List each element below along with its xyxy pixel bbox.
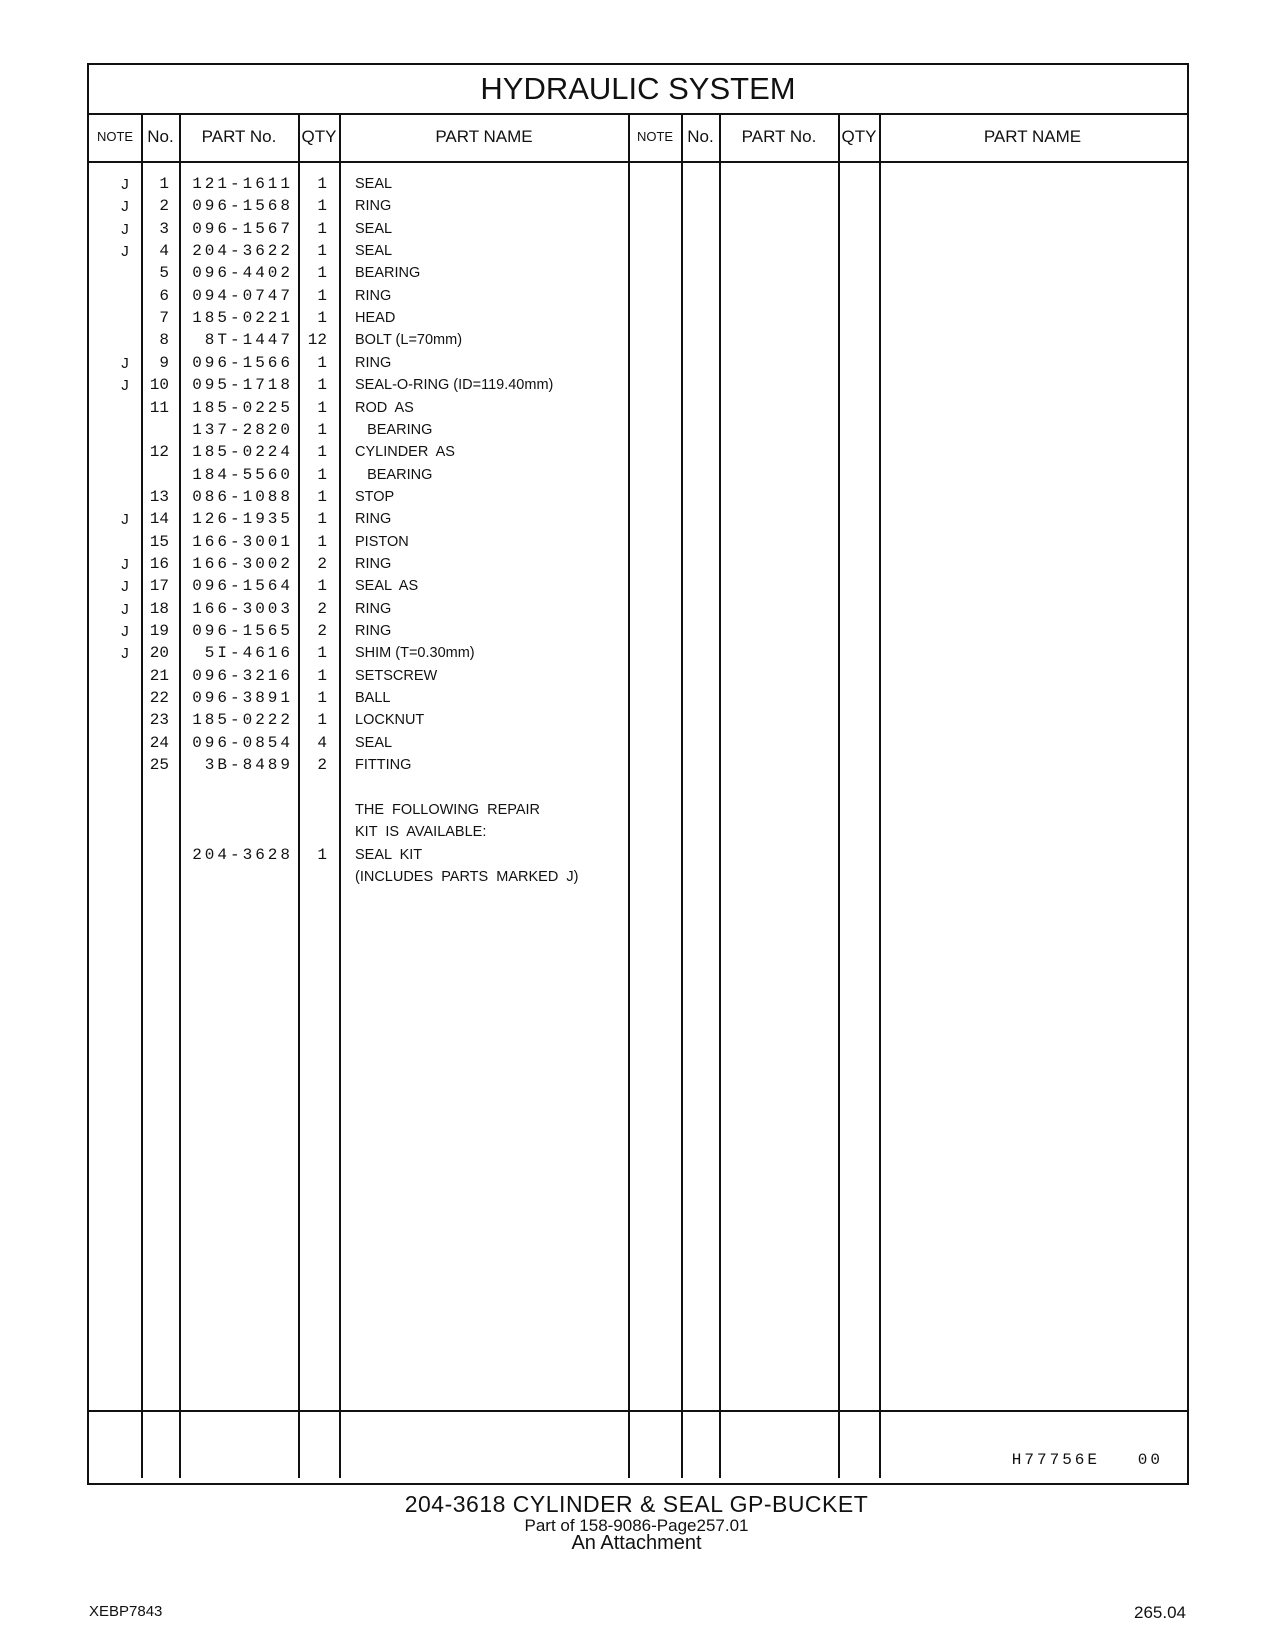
part-name-cell: BALL (355, 690, 391, 707)
note-cell: J (121, 623, 129, 640)
item-number-cell: 18 (149, 599, 169, 618)
item-number-cell: 10 (149, 376, 169, 395)
note-cell: J (121, 600, 129, 618)
part-number-cell: 185-0225 (192, 398, 293, 417)
part-name-cell: RING (355, 555, 392, 572)
table-row (89, 866, 629, 889)
part-name-cell: RING (355, 600, 392, 617)
table-row (89, 262, 629, 285)
table-row (89, 307, 629, 330)
header-no-left: No. (147, 127, 174, 146)
part-name-cell: RING (355, 287, 392, 304)
item-number-cell: 8 (159, 331, 169, 350)
table-row (89, 464, 629, 487)
column-divider (838, 113, 840, 1478)
quantity-cell: 1 (317, 420, 327, 439)
item-number-cell: 12 (149, 443, 169, 462)
item-number-cell: 16 (149, 554, 169, 573)
table-row (89, 665, 629, 688)
table-row (89, 486, 629, 509)
quantity-cell: 2 (317, 622, 327, 640)
part-number-cell: 096-3216 (192, 666, 293, 685)
part-number-cell: 185-0221 (192, 309, 293, 328)
group-reference: Part of 158-9086-Page257.01 (524, 1516, 749, 1535)
quantity-cell: 1 (317, 197, 327, 216)
item-number-cell: 14 (149, 510, 169, 529)
part-number-cell: 166-3001 (192, 532, 293, 551)
table-row (89, 508, 629, 531)
part-name-cell: SEAL-O-RING (ID=119.40mm) (355, 377, 554, 394)
part-name-cell: HEAD (355, 310, 396, 327)
item-number-cell: 4 (159, 242, 169, 261)
table-row (89, 419, 629, 442)
part-number-cell: 094-0747 (192, 286, 293, 305)
part-name-cell: BEARING (355, 421, 433, 438)
column-divider (719, 113, 721, 1478)
part-number-cell: 166-3002 (192, 554, 293, 573)
note-cell: J (121, 645, 129, 663)
note-cell: J (121, 377, 129, 395)
part-name-cell: SEAL (355, 220, 393, 237)
part-number-cell: 086-1088 (192, 487, 293, 506)
table-row (89, 329, 629, 352)
table-row (89, 195, 629, 218)
part-name-cell: CYLINDER AS (355, 444, 455, 461)
item-number-cell: 13 (149, 487, 169, 506)
part-name-cell: ROD AS (355, 399, 414, 416)
quantity-cell: 1 (317, 264, 327, 283)
quantity-cell: 1 (317, 242, 327, 261)
quantity-cell: 1 (317, 353, 327, 372)
header-part-no-right: PART No. (741, 127, 817, 146)
item-number-cell: 7 (159, 309, 169, 328)
quantity-cell: 1 (317, 487, 327, 506)
part-number-cell: 185-0224 (192, 443, 293, 462)
item-number-cell: 17 (149, 577, 169, 596)
quantity-cell: 1 (317, 577, 327, 596)
quantity-cell: 2 (317, 599, 327, 618)
part-number-cell: 095-1718 (192, 376, 293, 395)
parts-table-frame (87, 63, 1189, 1485)
column-divider (681, 113, 683, 1478)
table-row (89, 575, 629, 598)
note-cell: J (121, 555, 129, 573)
table-row (89, 821, 629, 844)
part-name-cell: RING (355, 623, 392, 639)
part-number-cell: 166-3003 (192, 599, 293, 618)
table-row (89, 598, 629, 621)
quantity-cell: 4 (317, 733, 327, 752)
table-row (89, 441, 629, 464)
part-number-cell: 137-2820 (192, 420, 293, 439)
note-cell: J (121, 220, 129, 238)
table-row (89, 240, 629, 263)
header-qty-right: QTY (841, 127, 877, 146)
part-number-cell: 096-3891 (192, 689, 293, 708)
part-name-cell: RING (355, 354, 392, 371)
quantity-cell: 1 (317, 286, 327, 305)
part-number-cell: 096-1567 (192, 219, 293, 238)
table-row (89, 687, 629, 710)
quantity-cell: 2 (317, 554, 327, 573)
part-name-cell: KIT IS AVAILABLE: (355, 824, 487, 841)
header-no-right: No. (687, 127, 714, 146)
part-number-cell: 096-0854 (192, 733, 293, 752)
table-row (89, 173, 629, 196)
quantity-cell: 1 (317, 644, 327, 663)
table-row (89, 531, 629, 554)
quantity-cell: 1 (317, 398, 327, 417)
item-number-cell: 3 (159, 219, 169, 238)
quantity-cell: 1 (317, 666, 327, 685)
part-name-cell: (INCLUDES PARTS MARKED J) (355, 868, 579, 885)
part-name-cell: THE FOLLOWING REPAIR (355, 801, 541, 818)
page-title: HYDRAULIC SYSTEM (89, 65, 1187, 115)
header-part-name-left: PART NAME (435, 127, 533, 146)
item-number-cell: 1 (159, 175, 169, 193)
table-row (89, 218, 629, 241)
quantity-cell: 1 (317, 510, 327, 529)
table-row (89, 709, 629, 732)
note-cell: J (121, 354, 129, 372)
part-number-cell: 204-3628 (192, 845, 293, 864)
note-cell: J (121, 176, 129, 193)
part-number-cell: 096-1564 (192, 577, 293, 596)
part-name-cell: SEAL (355, 176, 393, 192)
header-part-name-right: PART NAME (983, 127, 1082, 146)
quantity-cell: 1 (317, 465, 327, 484)
part-number-cell: 3B-8489 (204, 756, 293, 775)
header-note-right: NOTE (636, 129, 674, 144)
part-name-cell: PISTON (355, 533, 409, 550)
note-cell: J (121, 578, 129, 596)
item-number-cell: 25 (149, 756, 169, 775)
item-number-cell: 9 (159, 353, 169, 372)
part-name-cell: SHIM (T=0.30mm) (355, 645, 475, 662)
part-name-cell: RING (355, 511, 392, 528)
part-number-cell: 096-1565 (192, 622, 293, 640)
table-row (89, 844, 629, 867)
part-name-cell: LOCKNUT (355, 712, 425, 729)
part-name-cell: FITTING (355, 757, 412, 774)
part-number-cell: 204-3622 (192, 242, 293, 261)
note-cell: J (121, 511, 129, 529)
table-row (89, 732, 629, 755)
item-number-cell: 23 (149, 711, 169, 730)
header-note-left: NOTE (96, 129, 134, 144)
note-cell: J (121, 198, 129, 216)
table-row (89, 374, 629, 397)
part-number-cell: 096-4402 (192, 264, 293, 283)
table-row (89, 754, 629, 777)
part-name-cell: BOLT (L=70mm) (355, 332, 463, 349)
item-number-cell: 19 (149, 622, 169, 640)
item-number-cell: 22 (149, 689, 169, 708)
table-row (89, 642, 629, 665)
part-number-cell: 126-1935 (192, 510, 293, 529)
item-number-cell: 11 (149, 398, 169, 417)
quantity-cell: 1 (317, 219, 327, 238)
part-name-cell: SEAL (355, 243, 393, 260)
header-qty-left: QTY (301, 127, 337, 146)
quantity-cell: 2 (317, 756, 327, 775)
quantity-cell: 1 (317, 376, 327, 395)
part-name-cell: BEARING (355, 466, 433, 483)
table-row (89, 620, 629, 643)
item-number-cell: 6 (159, 286, 169, 305)
quantity-cell: 12 (307, 331, 327, 350)
part-number-cell: 5I-4616 (204, 644, 293, 663)
page-number: 265.04 (1134, 1603, 1186, 1622)
part-name-cell: SEAL (355, 734, 393, 751)
quantity-cell: 1 (317, 532, 327, 551)
document-id: XEBP7843 (89, 1603, 163, 1620)
table-header (89, 113, 1187, 163)
column-divider (879, 113, 881, 1478)
part-number-cell: 121-1611 (192, 175, 293, 193)
table-row (89, 776, 629, 799)
part-name-cell: SEAL KIT (355, 846, 423, 863)
item-number-cell: 20 (149, 644, 169, 663)
part-number-cell: 184-5560 (192, 465, 293, 484)
part-number-cell: 096-1568 (192, 197, 293, 216)
part-name-cell: SEAL AS (355, 578, 419, 595)
table-row (89, 397, 629, 420)
table-row (89, 553, 629, 576)
item-number-cell: 15 (149, 532, 169, 551)
item-number-cell: 24 (149, 733, 169, 752)
item-number-cell: 21 (149, 666, 169, 685)
table-bottom-rule (89, 1410, 1187, 1412)
quantity-cell: 1 (317, 689, 327, 708)
item-number-cell: 2 (159, 197, 169, 216)
group-attachment-note: An Attachment (571, 1532, 702, 1554)
quantity-cell: 1 (317, 175, 327, 193)
illustration-code: H77756E 00 (1011, 1451, 1163, 1469)
part-name-cell: RING (355, 198, 392, 215)
note-cell: J (121, 243, 129, 261)
part-number-cell: 8T-1447 (204, 331, 293, 350)
quantity-cell: 1 (317, 443, 327, 462)
quantity-cell: 1 (317, 309, 327, 328)
table-row (89, 352, 629, 375)
table-row (89, 285, 629, 308)
quantity-cell: 1 (317, 845, 327, 864)
item-number-cell: 5 (159, 264, 169, 283)
table-row (89, 799, 629, 822)
part-name-cell: SETSCREW (355, 667, 438, 684)
part-name-cell: STOP (355, 488, 395, 505)
quantity-cell: 1 (317, 711, 327, 730)
part-name-cell: BEARING (355, 265, 421, 282)
header-part-no-left: PART No. (201, 127, 277, 146)
group-caption: 204-3618 CYLINDER & SEAL GP-BUCKET (404, 1491, 869, 1517)
part-number-cell: 185-0222 (192, 711, 293, 730)
part-number-cell: 096-1566 (192, 353, 293, 372)
